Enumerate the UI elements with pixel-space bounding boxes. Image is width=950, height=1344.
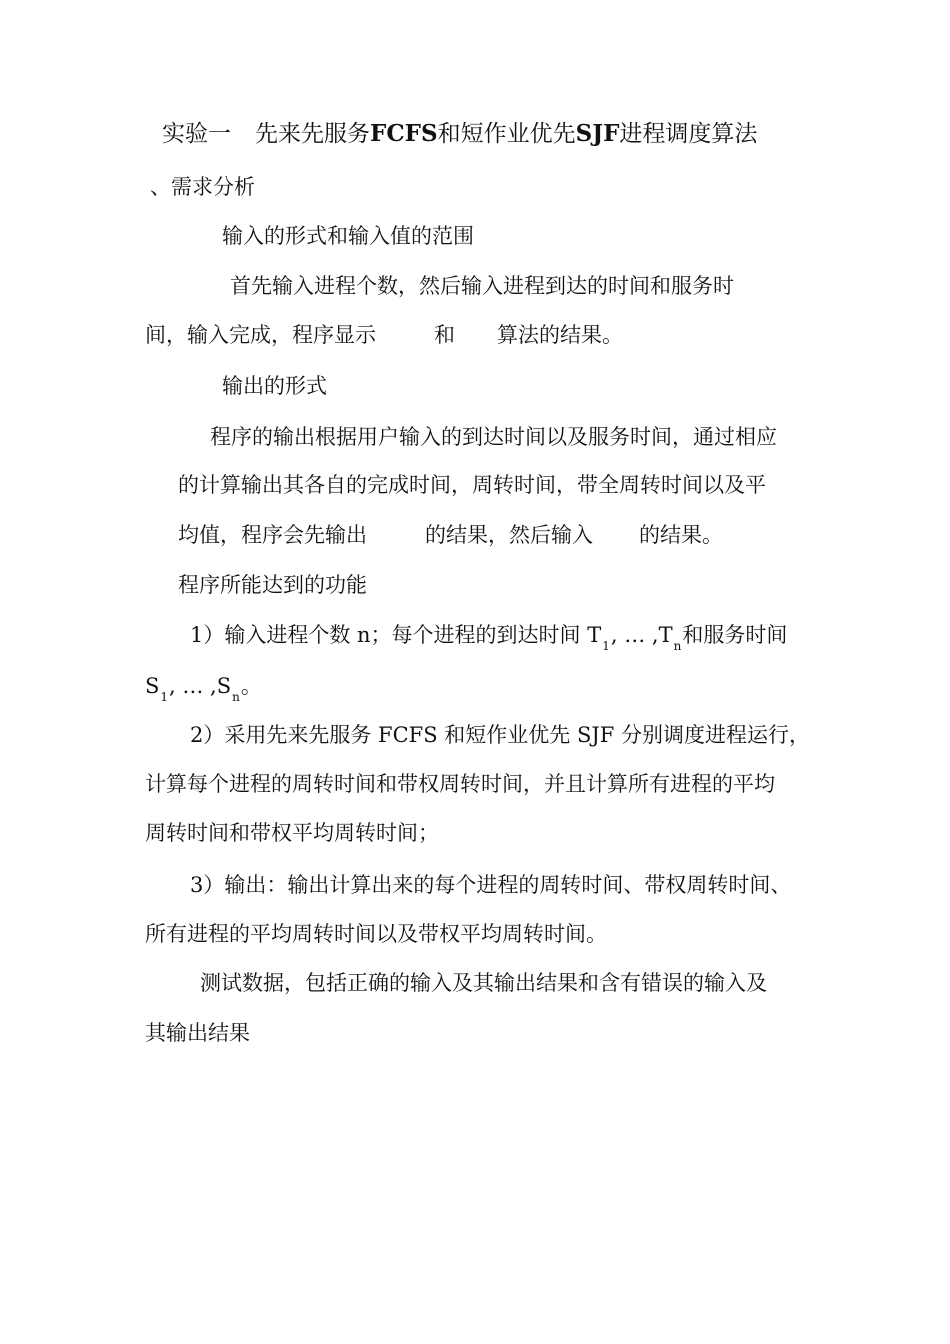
output-para-line1: 程序的输出根据用户输入的到达时间以及服务时间，通过相应 (210, 425, 777, 449)
function-heading: 程序所能达到的功能 (178, 573, 367, 597)
function-item-2-line2: 计算每个进程的周转时间和带权周转时间，并且计算所有进程的平均 (145, 772, 775, 796)
input-para-line2b: 和 (434, 323, 455, 347)
function-item-3-line1: 3）输出：输出计算出来的每个进程的周转时间、带权周转时间、 (190, 873, 792, 897)
document-title (162, 120, 757, 148)
input-para-line2c: 算法的结果。 (497, 323, 623, 347)
output-para-line3a: 均值，程序会先输出 (178, 523, 367, 547)
title-part2: 和短作业优先 (437, 121, 576, 147)
func1-subn: n (673, 639, 682, 653)
test-data-line1: 测试数据，包括正确的输入及其输出结果和含有错误的输入及 (200, 971, 767, 995)
title-part1: 先来先服务 (255, 121, 370, 147)
func1-e: , … ,S (169, 674, 232, 698)
func1-sub1b: 1 (160, 690, 169, 704)
title-part3: 进程调度算法 (619, 121, 758, 147)
func1-sub1: 1 (602, 639, 610, 653)
function-item-1-line1 (190, 621, 787, 652)
input-heading: 输入的形式和输入值的范围 (222, 224, 474, 248)
output-para-line3 (178, 521, 723, 549)
function-item-2-line3: 周转时间和带权平均周转时间； (145, 821, 439, 845)
func1-a: 1）输入进程个数 n；每个进程的到达时间 T (190, 623, 602, 647)
input-para-line2a: 间，输入完成，程序显示 (145, 323, 376, 347)
function-item-3-line2: 所有进程的平均周转时间以及带权平均周转时间。 (145, 922, 607, 946)
test-data-line2: 其输出结果 (145, 1021, 250, 1045)
output-para-line2: 的计算输出其各自的完成时间，周转时间，带全周转时间以及平 (178, 473, 766, 497)
func1-d: S (145, 674, 160, 698)
input-para-line1: 首先输入进程个数，然后输入进程到达的时间和服务时 (230, 274, 734, 298)
title-sjf: SJF (575, 120, 620, 147)
title-fcfs: FCFS (370, 120, 438, 147)
section-heading-requirements: 、需求分析 (150, 175, 255, 199)
func1-b: , … ,T (610, 623, 673, 647)
title-prefix: 实验一 (162, 121, 231, 147)
func1-f: 。 (240, 674, 262, 698)
output-heading: 输出的形式 (222, 374, 327, 398)
function-item-1-line2 (145, 672, 262, 703)
output-para-line3b: 的结果，然后输入 (425, 523, 593, 547)
function-item-2-line1: 2）采用先来先服务 FCFS 和短作业优先 SJF 分别调度进程运行， (190, 723, 811, 747)
func1-c: 和服务时间 (682, 623, 788, 647)
output-para-line3c: 的结果。 (639, 523, 723, 547)
func1-subnb: n (232, 690, 240, 704)
input-para-line2 (145, 321, 623, 349)
